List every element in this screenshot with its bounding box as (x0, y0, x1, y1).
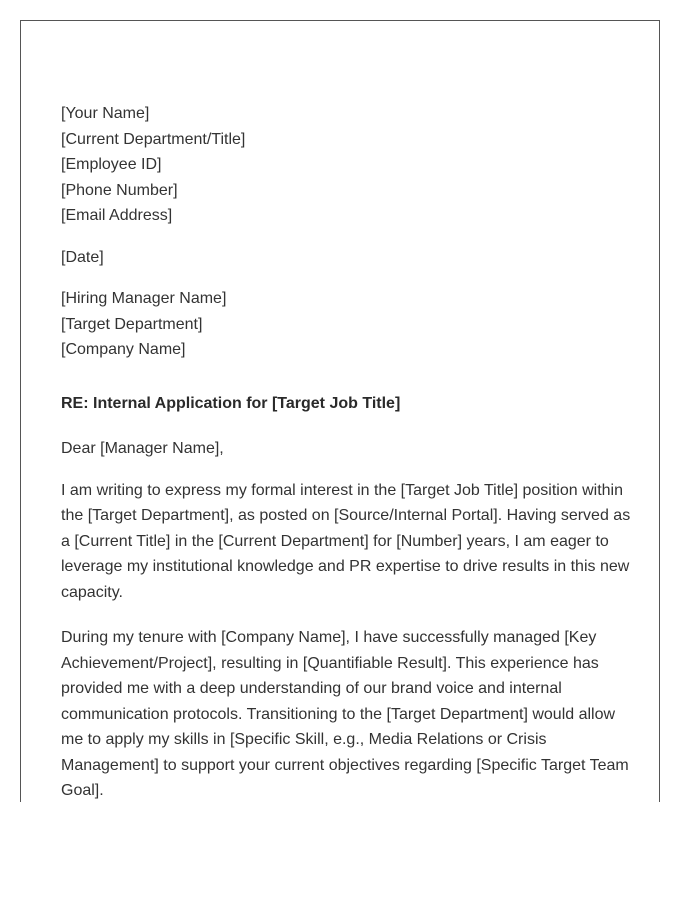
recipient-block (61, 286, 631, 363)
date-block (61, 245, 631, 271)
sender-name: [Your Name] (61, 105, 150, 122)
recipient-company: [Company Name] (61, 341, 186, 358)
salutation: Dear [Manager Name], (61, 440, 224, 457)
recipient-name: [Hiring Manager Name] (61, 290, 227, 307)
recipient-department: [Target Department] (61, 315, 203, 333)
letter-date: [Date] (61, 248, 104, 266)
letter-page (20, 20, 660, 802)
subject-line: RE: Internal Application for [Target Job Title] (61, 394, 401, 412)
letter-content (61, 101, 631, 802)
body-paragraph-2: During my tenure with [Company Name], I have successfully managed [Key Achievement/Project], resulting in [Quantifiable Result]. This experience has provided me with a deep understanding of our brand voice and internal communication protocols. Transitioning to the [Target Department] would allow me to apply my skills in [Specific Skill, e.g., Media Relations or Crisis Management] to support your current objectives regarding [Specific Target Team Goal]. (61, 629, 629, 799)
sender-employee-id: [Employee ID] (61, 156, 162, 173)
sender-email: [Email Address] (61, 207, 173, 224)
body-paragraph-1: I am writing to express my formal interest in the [Target Job Title] position within the [Target Department], as posted on [Source/Internal Portal]. Having served as a [Current Title] in the [Current Department] for [Number] years, I am eager to leverage my institutional knowledge and PR expertise to drive results in this new capacity. (61, 481, 631, 601)
sender-block (61, 101, 631, 229)
sender-department-title: [Current Department/Title] (61, 130, 246, 148)
sender-phone: [Phone Number] (61, 181, 178, 199)
